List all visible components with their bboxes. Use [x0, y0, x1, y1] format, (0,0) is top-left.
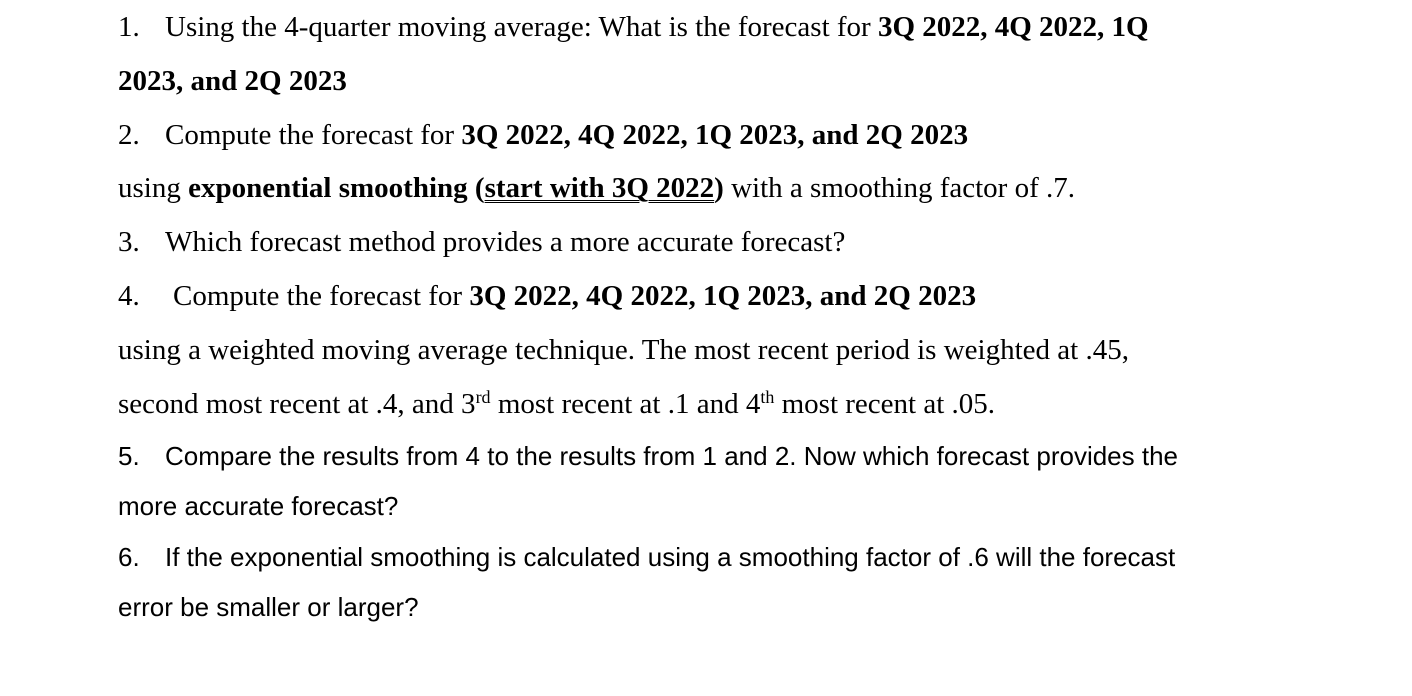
question-3-line-1 [118, 224, 845, 260]
question-6-number: 6. [118, 542, 140, 572]
question-4-superscript-rd: rd [475, 387, 491, 407]
question-2-method-bold: exponential smoothing [188, 172, 475, 204]
question-2-periods-bold: 3Q 2022, 4Q 2022, 1Q 2023, and 2Q 2023 [461, 119, 969, 151]
question-1-line-2 [118, 63, 347, 99]
question-4-superscript-th: th [760, 387, 775, 407]
question-4-line-1 [118, 278, 976, 314]
question-1-text: Using the 4-quarter moving average: What is the forecast for [165, 11, 878, 43]
question-2-paren-close: ) [714, 172, 724, 204]
question-1-number: 1. [118, 11, 140, 43]
question-4-text: Compute the forecast for [173, 280, 470, 312]
question-4-number: 4. [118, 280, 140, 312]
question-6-line-1 [118, 539, 1175, 575]
question-4-periods-bold: 3Q 2022, 4Q 2022, 1Q 2023, and 2Q 2023 [469, 280, 977, 312]
question-4-line-3 [118, 386, 995, 422]
question-4-line-2 [118, 332, 1129, 368]
question-1-periods-bold-continued: 2023, and 2Q 2023 [118, 65, 347, 97]
question-5-number: 5. [118, 441, 140, 471]
question-4-weights-a: second most recent at .4, and 3 [118, 388, 476, 420]
question-5-text-continued: more accurate forecast? [118, 491, 399, 521]
question-1-periods-bold: 3Q 2022, 4Q 2022, 1Q [877, 11, 1149, 43]
question-2-smoothing-factor: with a smoothing factor of .7. [723, 172, 1076, 204]
question-2-paren-open: ( [474, 172, 485, 204]
question-4-weights-b: most recent at .1 and 4 [490, 388, 761, 420]
question-4-weights-c: most recent at .05. [774, 388, 996, 420]
question-6-text-continued: error be smaller or larger? [118, 592, 419, 622]
question-2-text-using: using [118, 172, 189, 204]
question-6-text: If the exponential smoothing is calculated using a smoothing factor of .6 will the forecast [165, 542, 1176, 572]
question-2-start-note: start with 3Q 2022 [484, 172, 715, 204]
question-5-line-2 [118, 488, 398, 524]
question-6-line-2 [118, 589, 419, 625]
question-4-weighted-text: using a weighted moving average technique. The most recent period is weighted at .45, [118, 334, 1129, 366]
question-2-text: Compute the forecast for [165, 119, 462, 151]
question-2-line-1 [118, 117, 968, 153]
question-3-number: 3. [118, 226, 140, 258]
question-5-text: Compare the results from 4 to the results from 1 and 2. Now which forecast provides the [165, 441, 1179, 471]
question-2-number: 2. [118, 119, 140, 151]
question-3-text: Which forecast method provides a more accurate forecast? [165, 226, 846, 258]
question-1-line-1 [118, 9, 1149, 45]
question-5-line-1 [118, 438, 1178, 474]
question-2-line-2 [118, 170, 1075, 206]
